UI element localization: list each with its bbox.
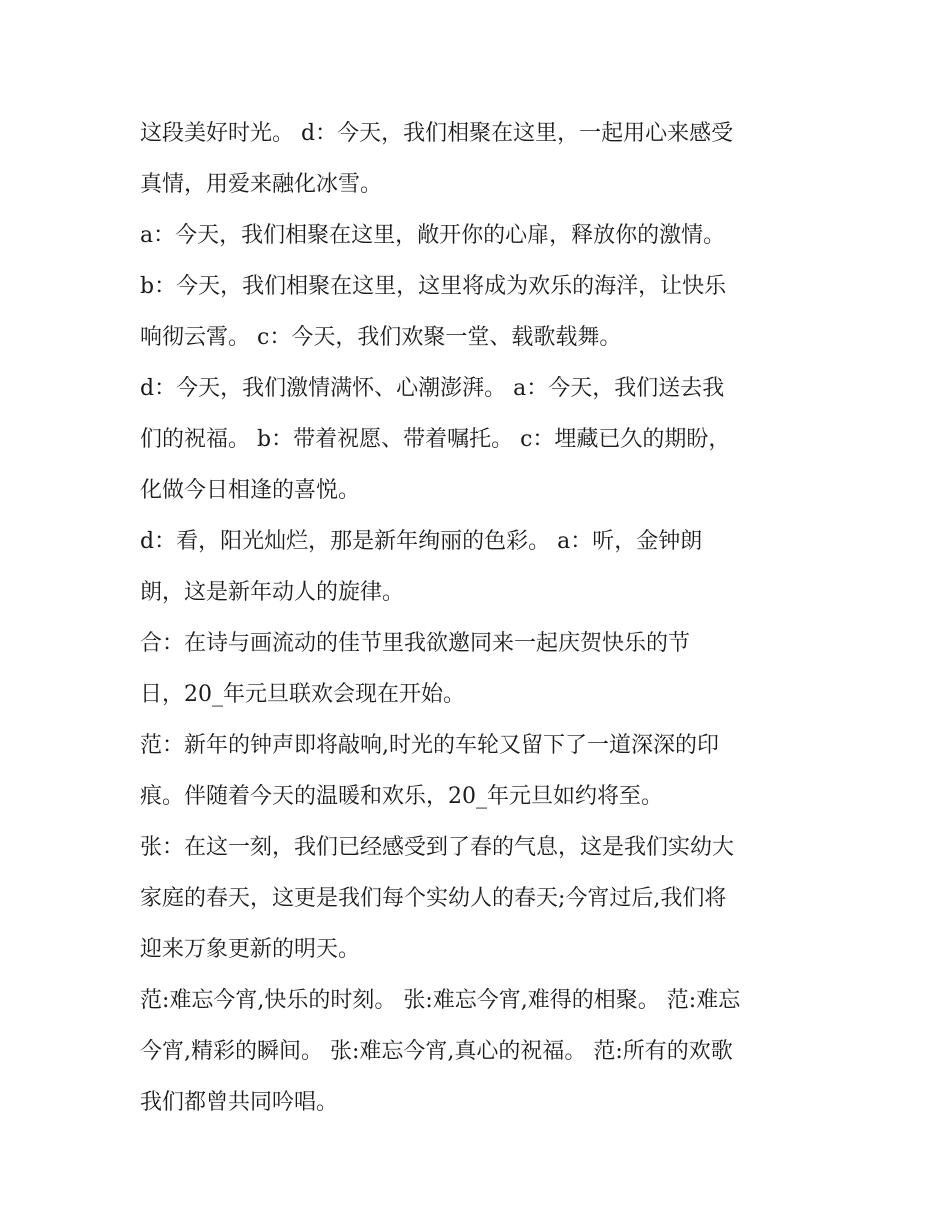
text-line: 迎来万象更新的明天。 <box>140 937 361 962</box>
text-line: 张：在这一刻，我们已经感受到了春的气息，这是我们实幼大 <box>140 835 735 860</box>
text-line: 化做今日相逢的喜悦。 <box>140 478 361 503</box>
text-line: 家庭的春天，这更是我们每个实幼人的春天;今宵过后,我们将 <box>140 886 727 911</box>
text-line: 朗，这是新年动人的旋律。 <box>140 580 405 605</box>
text-line: d：看，阳光灿烂，那是新年绚丽的色彩。 a：听，金钟朗 <box>140 529 703 554</box>
text-line: d：今天，我们激情满怀、心潮澎湃。 a：今天，我们送去我 <box>140 376 725 401</box>
text-line: 日，20_年元旦联欢会现在开始。 <box>140 682 465 707</box>
text-line: b：今天，我们相聚在这里，这里将成为欢乐的海洋，让快乐 <box>140 274 727 299</box>
text-line: 响彻云霄。 c：今天，我们欢聚一堂、载歌载舞。 <box>140 325 622 350</box>
text-line: 今宵,精彩的瞬间。 张:难忘今宵,真心的祝福。 范:所有的欢歌 <box>140 1039 733 1064</box>
text-line: a：今天，我们相聚在这里，敞开你的心扉，释放你的激情。 <box>140 223 726 248</box>
text-line: 范:难忘今宵,快乐的时刻。 张:难忘今宵,难得的相聚。 范:难忘 <box>140 988 741 1013</box>
document-text <box>140 108 840 1128</box>
text-line: 合：在诗与画流动的佳节里我欲邀同来一起庆贺快乐的节 <box>140 631 691 656</box>
text-line: 痕。伴随着今天的温暖和欢乐，20_年元旦如约将至。 <box>140 784 663 809</box>
text-line: 我们都曾共同吟唱。 <box>140 1090 339 1115</box>
text-line: 这段美好时光。 d：今天，我们相聚在这里，一起用心来感受 <box>140 121 734 146</box>
text-line: 范：新年的钟声即将敲响,时光的车轮又留下了一道深深的印 <box>140 733 719 758</box>
text-line: 们的祝福。 b：带着祝愿、带着嘱托。 c：埋藏已久的期盼， <box>140 427 731 452</box>
text-line: 真情，用爱来融化冰雪。 <box>140 172 383 197</box>
